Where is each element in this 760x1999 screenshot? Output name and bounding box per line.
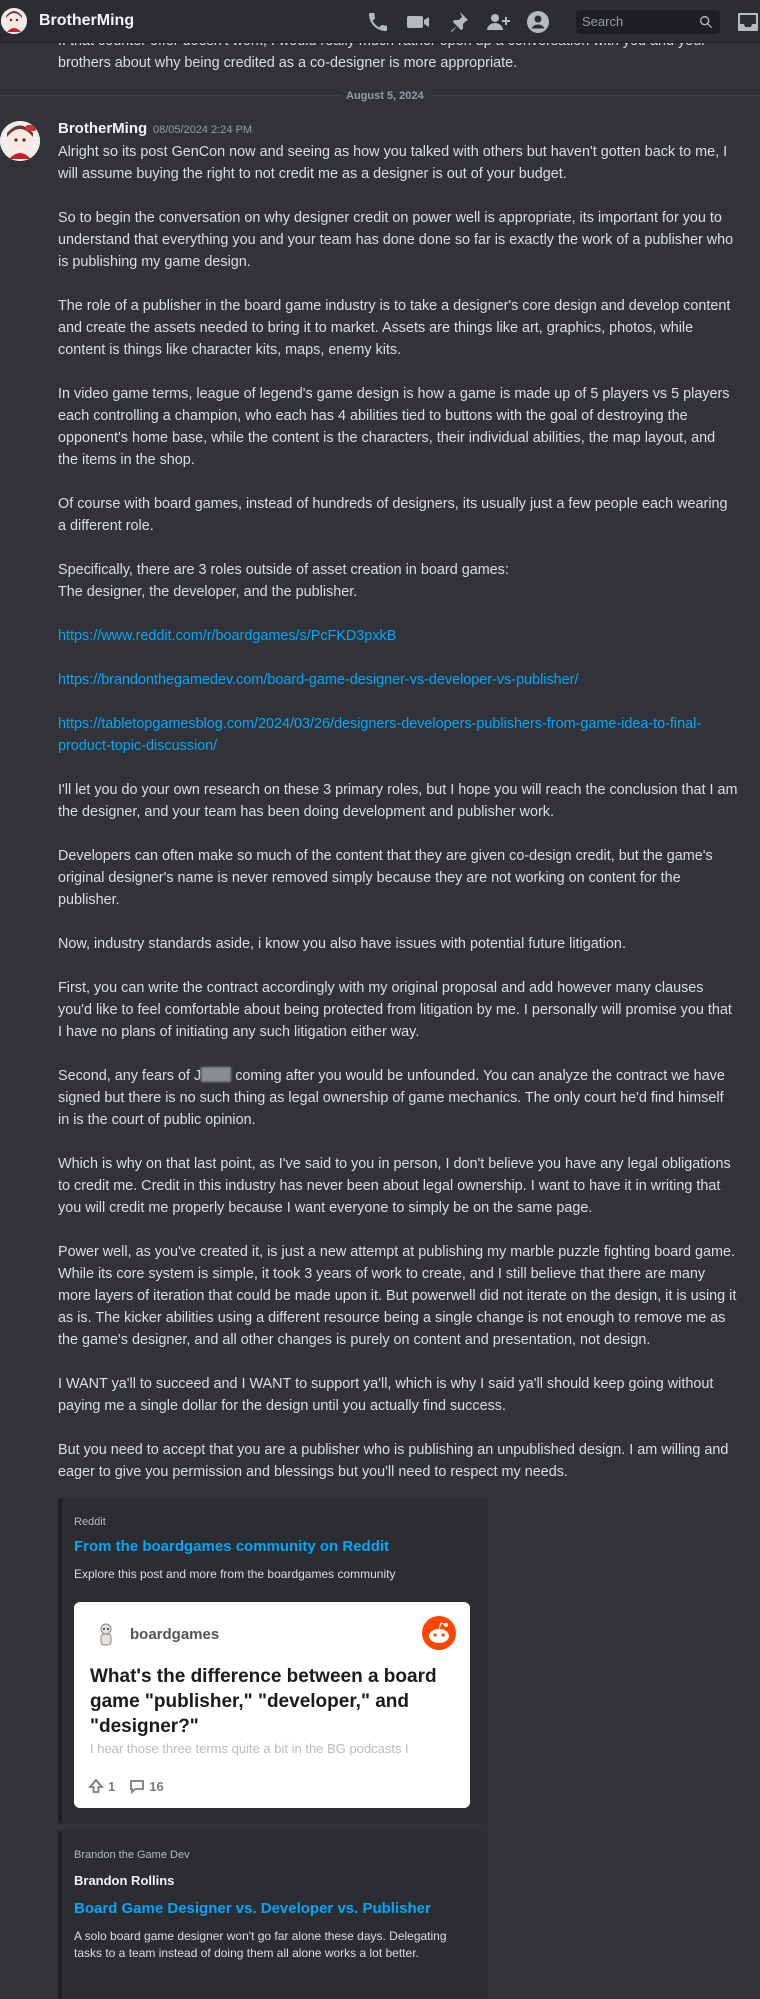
message-paragraph: First, you can write the contract accordingly with my original proposal and add however many clauses you'd like to feel comfortable about being protected from litigation by me. I personally will promise you that I have no plans of initiating any such litigation either way. [58, 980, 732, 1040]
pin-icon[interactable] [446, 10, 470, 34]
reddit-post-card[interactable] [74, 1602, 470, 1808]
user-profile-icon[interactable] [526, 10, 550, 34]
message-paragraph: But you need to accept that you are a publisher who is publishing an unpublished design. I am willing and eager to give you permission and blessings but you'll need to respect my needs. [58, 1442, 729, 1480]
message-paragraph: In video game terms, league of legend's game design is how a game is made up of 5 players vs 5 players each controlling a champion, who each has 4 abilities tied to buttons with the goal of destroying the opponent's home base, while the content is the characters, their individual abilities, the map layout, and the items in the shop. [58, 386, 730, 468]
comment-count: 16 [149, 1778, 164, 1794]
link-tabletopgamesblog[interactable]: https://tabletopgamesblog.com/2024/03/26/designers-developers-publishers-from-game-idea-to-final-product-topic-discussion/ [58, 716, 702, 754]
video-call-icon[interactable] [406, 10, 430, 34]
message-paragraph: Of course with board games, instead of hundreds of designers, its usually just a few people each wearing a different role. [58, 496, 728, 534]
embed-provider[interactable]: Brandon the Game Dev [74, 1849, 190, 1861]
second-point-start: Second, any fears of J [58, 1068, 202, 1084]
embed-description: A solo board game designer won't go far alone these days. Delegating tasks to a team instead of doing them all alone works a lot better. [74, 1929, 447, 1960]
message-paragraph: I WANT ya'll to succeed and I WANT to support ya'll, which is why I said ya'll should keep going without paying me a single dollar for the design until you actually find success. [58, 1376, 714, 1414]
message-paragraph: Now, industry standards aside, i know you also have issues with potential future litigation. [58, 936, 626, 952]
message-paragraph [58, 1065, 738, 1131]
message-paragraph: I'll let you do your own research on these 3 primary roles, but I hope you will reach the conclusion that I am the designer, and your team has been doing development and publisher work. [58, 782, 738, 820]
link-brandonthegamedev[interactable]: https://brandonthegamedev.com/board-game-designer-vs-developer-vs-publisher/ [58, 672, 579, 688]
subreddit-icon [92, 1620, 120, 1648]
avatar-illustration [0, 121, 40, 161]
dm-avatar[interactable] [1, 8, 27, 34]
search-input[interactable] [576, 10, 720, 34]
message-paragraph: Which is why on that last point, as I've said to you in person, I don't believe you have any legal obligations to credit me. Credit in this industry has never been about legal ownership. I want to have it in writing that you will credit me properly because I want everyone to simply be on the same page. [58, 1156, 731, 1216]
message-paragraph [58, 625, 738, 647]
comment-icon [129, 1778, 145, 1794]
message-paragraph: Developers can often make so much of the content that they are given co-design credit, but the game's original designer's name is never removed simply because they are not working on content for the publisher. [58, 848, 713, 908]
message-paragraph: The role of a publisher in the board game industry is to take a designer's core design and develop content and create the assets needed to bring it to market. Assets are things like art, graphics, photos, while content is things like character kits, maps, enemy kits. [58, 298, 731, 358]
channel-name: BrotherMing [39, 12, 135, 29]
post-stats [88, 1778, 178, 1794]
subreddit-name: boardgames [130, 1626, 220, 1643]
embed-title[interactable]: From the boardgames community on Reddit [74, 1538, 390, 1555]
second-point-end: coming after you would be unfounded. You can analyze the contract we have signed but there is no such thing as legal ownership of game mechanics. The only court he'd find himself in is the court of public opinion. [58, 1068, 725, 1128]
post-snippet: I hear those three terms quite a bit in the BG podcasts I [90, 1741, 409, 1756]
inbox-icon[interactable] [736, 10, 760, 34]
message-body [58, 141, 738, 1505]
search-placeholder: Search [582, 14, 624, 29]
embed-provider[interactable]: Reddit [74, 1516, 106, 1528]
add-friends-icon[interactable] [486, 10, 510, 34]
search-icon [698, 14, 714, 30]
embed-author[interactable]: Brandon Rollins [74, 1873, 175, 1888]
author-avatar[interactable] [0, 121, 40, 161]
message-paragraph: So to begin the conversation on why designer credit on power well is appropriate, its important for you to understand that everything you and your team has done done so far is exactly the work of a publisher who is publishing my game design. [58, 210, 734, 270]
upvote-count: 1 [108, 1778, 116, 1794]
redacted-name [201, 1067, 231, 1082]
message-paragraph [58, 713, 738, 757]
avatar-illustration [1, 8, 27, 34]
reddit-embed [58, 1498, 488, 1824]
roles-line: Specifically, there are 3 roles outside of asset creation in board games: [58, 562, 509, 578]
brandon-embed [58, 1831, 488, 1999]
link-reddit[interactable]: https://www.reddit.com/r/boardgames/s/PcFKD3pxkB [58, 628, 397, 644]
message-paragraph: Alright so its post GenCon now and seeing as how you talked with others but haven't gotten back to me, I will assume buying the right to not credit me as a designer is out of your budget. [58, 144, 728, 182]
post-title: What's the difference between a board game "publisher," "developer," and "designer?" [90, 1666, 437, 1737]
upvote-icon [88, 1778, 104, 1794]
message-paragraph [58, 669, 738, 691]
roles-line: The designer, the developer, and the publisher. [58, 584, 358, 600]
reddit-logo-icon [422, 1616, 456, 1650]
embed-description: Explore this post and more from the boardgames community [74, 1567, 396, 1581]
message-paragraph [58, 559, 738, 603]
embed-title[interactable]: Board Game Designer vs. Developer vs. Publisher [74, 1900, 431, 1917]
phone-call-icon[interactable] [366, 10, 390, 34]
previous-message-text: brothers about why being credited as a co-designer is more appropriate. [58, 55, 518, 71]
message-paragraph: Power well, as you've created it, is just a new attempt at publishing my marble puzzle fighting board game. While its core system is simple, it took 3 years of work to create, and I still believe that there are many more layers of iteration that could be made upon it. But powerwell did not iterate on the design, it is using it as is. The kicker abilities using a different resource being a single change is not enough to remove me as the game's designer, and all other changes is purely on content and presentation, not design. [58, 1244, 737, 1348]
message-timestamp: 08/05/2024 2:24 PM [153, 124, 253, 136]
date-divider-label: August 5, 2024 [340, 90, 430, 102]
channel-header [0, 0, 760, 43]
message-author[interactable]: BrotherMing [58, 120, 148, 137]
